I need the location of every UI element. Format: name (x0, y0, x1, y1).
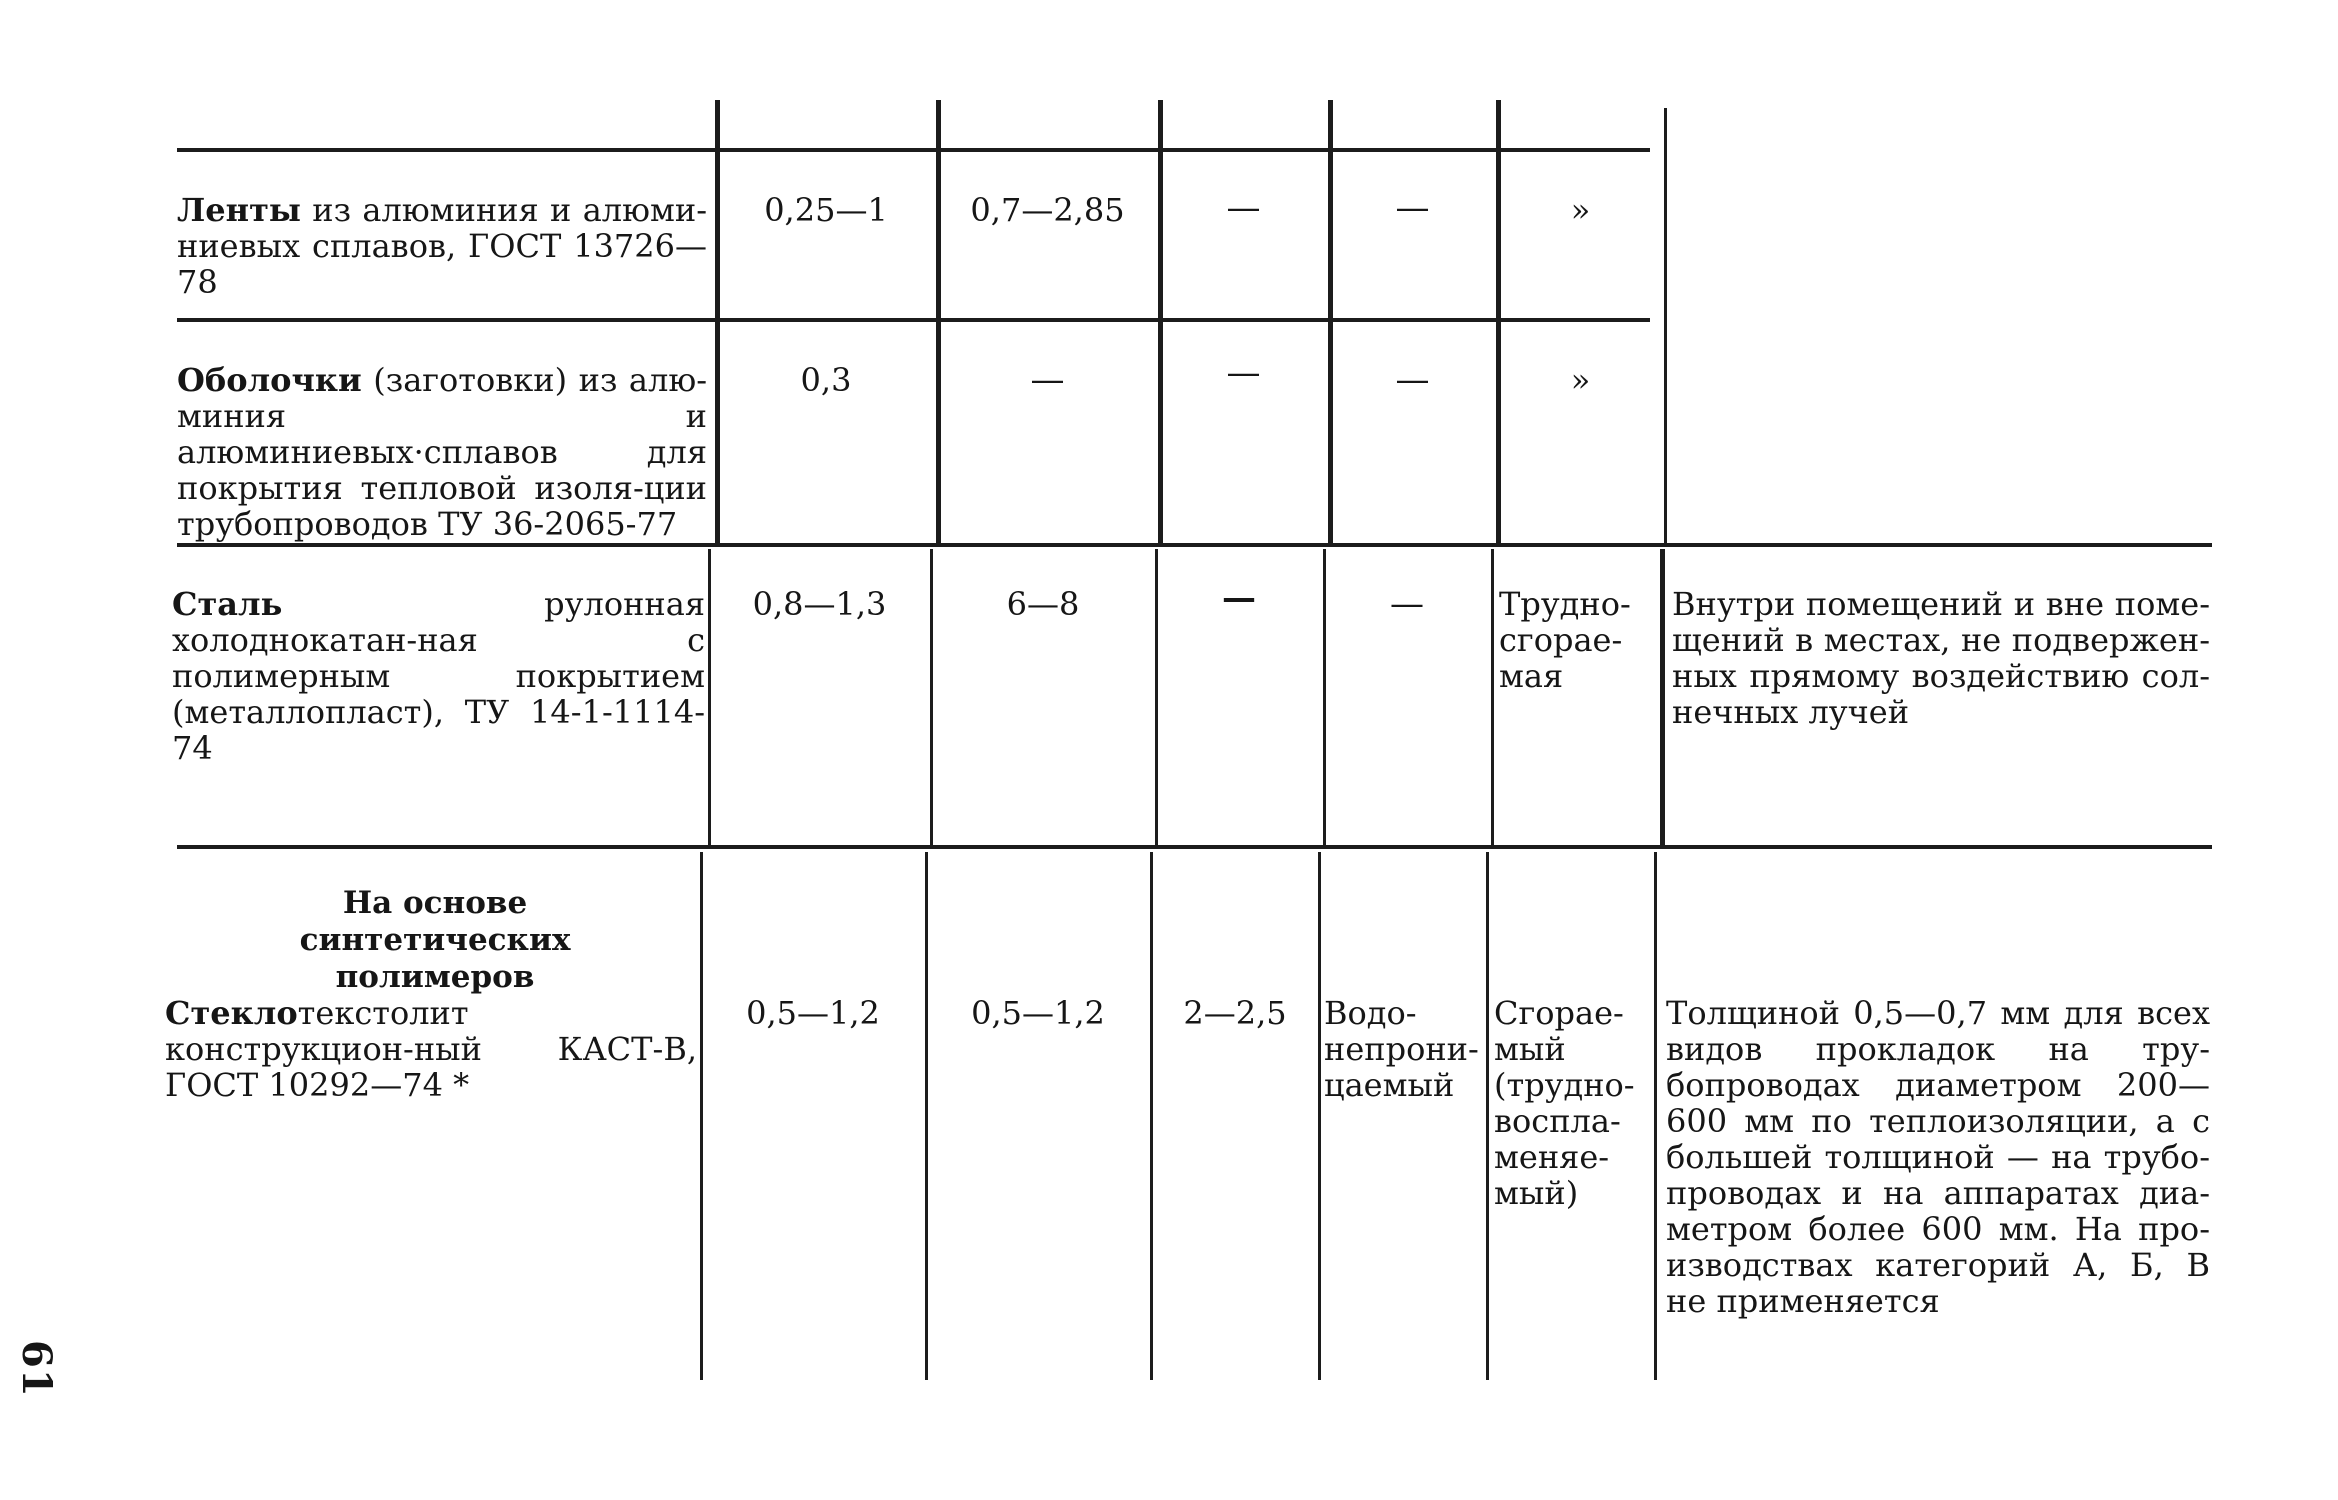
material-description: рулонная холоднокатан-ная с полимерным покрытием (металлопласт), ТУ 14-1-1114-74 (172, 585, 705, 767)
col-rule-2-c (925, 852, 928, 1380)
column-3-value: — (1226, 188, 1261, 228)
column-2-value: 0,7—2,85 (970, 191, 1125, 229)
col-rule-4-c (1318, 852, 1321, 1380)
section-heading: На основе синтетических полимеров (299, 885, 571, 995)
column-2-value: 0,5—1,2 (971, 994, 1105, 1032)
col-rule-5-c (1486, 852, 1489, 1380)
material-cell (177, 362, 707, 542)
row-rule-2 (177, 543, 2212, 547)
column-4-value: — (1395, 188, 1430, 228)
material-name: Сталь (172, 585, 283, 623)
material-name: Оболочки (177, 361, 362, 399)
col-rule-2-b (930, 549, 933, 845)
thickness-value: 0,5—1,2 (746, 994, 880, 1032)
column-5-value: Трудно-сгорае-мая (1499, 585, 1631, 695)
column-4-value: — (1390, 584, 1424, 624)
col-rule-2-a (936, 100, 941, 543)
material-cell (172, 586, 705, 766)
column-2-value: 6—8 (1006, 585, 1080, 623)
material-name: Ленты (177, 191, 301, 229)
column-5-value: » (1570, 191, 1591, 229)
material-name: Стекло (165, 994, 298, 1032)
material-description: текстолит конструкцион-ный КАСТ-В, ГОСТ 10292—74 * (165, 994, 697, 1104)
col-rule-6-c (1654, 852, 1657, 1380)
column-5-value: » (1570, 361, 1591, 399)
column-4-value: — (1395, 360, 1430, 400)
col-rule-1-c (700, 852, 703, 1380)
column-5-value: Сгорае-мый (трудно-воспла-меняе-мый) (1494, 994, 1635, 1212)
col-rule-6-a (1664, 108, 1667, 543)
row-rule-1 (177, 318, 1650, 322)
col-rule-4-a (1328, 100, 1333, 543)
material-description: из алюминия и алюми-ниевых сплавов, ГОСТ 13726—78 (177, 191, 707, 301)
row-rule-3 (177, 845, 2212, 849)
thickness-value: 0,3 (800, 361, 852, 399)
column-3-value: — (1222, 578, 1256, 618)
column-3-value: 2—2,5 (1183, 994, 1287, 1032)
col-rule-1-a (715, 100, 720, 543)
material-description: (заготовки) из алю-миния и алюминиевых·сплавов для покрытия тепловой изоля-ции трубопроводов ТУ 36-2065-77 (177, 361, 707, 543)
column-2-value: — (1030, 360, 1065, 400)
col-rule-4-b (1323, 549, 1326, 845)
material-cell (165, 995, 697, 1103)
column-4-value: Водо-непрони-цаемый (1324, 994, 1479, 1104)
col-rule-5-a (1496, 100, 1501, 543)
material-cell (177, 192, 707, 300)
column-3-value: — (1226, 353, 1261, 393)
page-number: 61 (13, 1340, 60, 1398)
col-rule-3-b (1155, 549, 1158, 845)
col-rule-6-b (1660, 549, 1665, 845)
row-rule-top (177, 148, 1650, 152)
note-cell: Толщиной 0,5—0,7 мм для всех видов прокладок на тру-бопроводах диаметром 200—600 мм по теплоизоляции, а с большей толщиной — на трубо-проводах и на аппаратах диа-метром более 600 мм. На про-изводствах категорий А, Б, В не применяется (1666, 994, 2210, 1320)
note-cell: Внутри помещений и вне поме-щений в местах, не подвержен-ных прямому воздействию сол-нечных лучей (1672, 585, 2210, 731)
thickness-value: 0,8—1,3 (752, 585, 887, 623)
col-rule-3-a (1158, 100, 1163, 543)
col-rule-1-b (708, 549, 711, 845)
thickness-value: 0,25—1 (764, 191, 888, 229)
col-rule-5-b (1491, 549, 1494, 845)
col-rule-3-c (1150, 852, 1153, 1380)
